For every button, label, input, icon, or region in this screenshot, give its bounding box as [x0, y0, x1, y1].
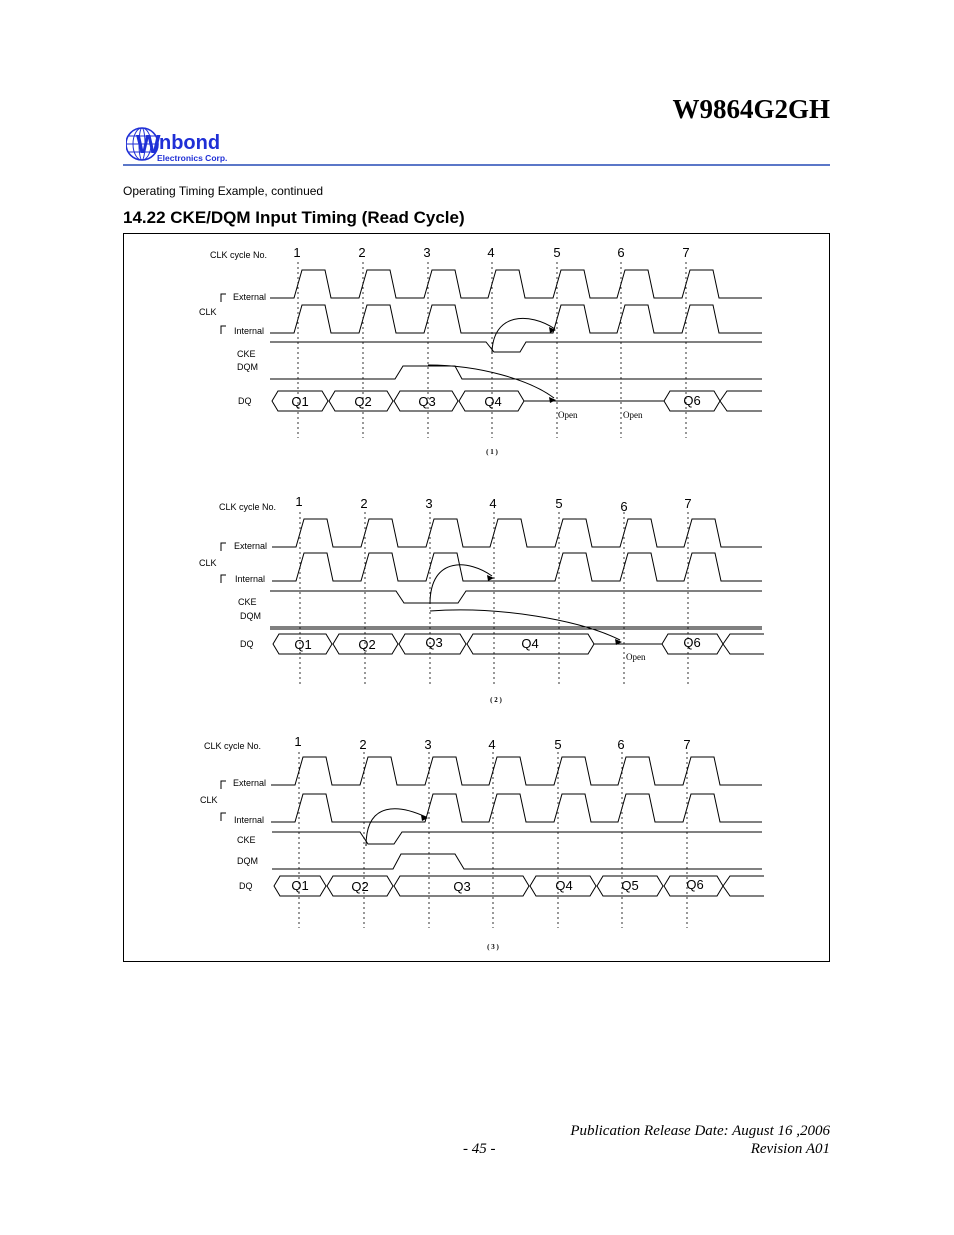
cycle-number: 5 — [553, 245, 561, 260]
clk-external — [271, 757, 762, 785]
cycle-number: 2 — [358, 245, 366, 260]
dq-cell-label: Q4 — [484, 394, 502, 409]
cycle-number: 3 — [423, 245, 431, 260]
internal-label: Internal — [235, 574, 266, 584]
cycle-number: 7 — [683, 737, 691, 752]
cycle-number: 5 — [555, 496, 563, 511]
cycle-number: 7 — [682, 245, 690, 260]
clk-cycle-no-label: CLK cycle No. — [219, 502, 277, 512]
clk-bracket-top — [221, 543, 226, 551]
open-label: Open — [623, 410, 643, 420]
cycle-number: 7 — [684, 496, 692, 511]
cycle-number: 6 — [620, 499, 628, 514]
cycle-number: 1 — [293, 245, 301, 260]
dqm-signal — [272, 854, 762, 869]
clk-cycle-no-label: CLK cycle No. — [204, 741, 262, 751]
cycle-number: 1 — [295, 494, 303, 509]
dqm-label: DQM — [240, 611, 261, 621]
part-number: W9864G2GH — [672, 94, 830, 124]
dq-cell-label: Q1 — [291, 878, 309, 893]
dq-label: DQ — [239, 881, 253, 891]
dq-cell-label: Q4 — [555, 878, 573, 893]
cycle-number: 3 — [425, 496, 433, 511]
cycle-number: 1 — [294, 734, 302, 749]
dq-cell-label: Q6 — [683, 393, 701, 408]
cke-signal — [270, 342, 762, 352]
cke-arrow-arrowhead — [487, 575, 494, 581]
dq-cell-label: Q1 — [291, 394, 309, 409]
dq-cell-label: Q3 — [425, 635, 443, 650]
dqm-label: DQM — [237, 856, 258, 866]
cycle-number: 3 — [424, 737, 432, 752]
dq-cell-label: Q2 — [358, 637, 376, 652]
cycle-number: 4 — [487, 245, 495, 260]
logo-wordmark: nbond — [159, 132, 221, 154]
cycle-number: 2 — [360, 496, 368, 511]
cycle-number: 6 — [617, 245, 625, 260]
dq-tail — [723, 876, 764, 896]
open-label: Open — [626, 652, 646, 662]
open-label: Open — [558, 410, 578, 420]
cycle-number: 4 — [489, 496, 497, 511]
clk-bracket-top — [221, 294, 226, 302]
clk-label: CLK — [199, 558, 217, 568]
cycle-number: 2 — [359, 737, 367, 752]
dqm-signal — [270, 366, 762, 379]
clk-bracket-bottom — [221, 813, 226, 821]
dq-cell-label: Q2 — [351, 879, 369, 894]
dq-cell-label: Q3 — [418, 394, 436, 409]
cke-arrow — [492, 318, 555, 354]
dqm-label: DQM — [237, 362, 258, 372]
diagram-caption: ( 2 ) — [490, 696, 502, 704]
logo-letter: W — [136, 129, 161, 159]
cke-signal — [272, 832, 762, 844]
dqm-arrow-arrowhead — [549, 397, 556, 403]
dq-cell-label: Q3 — [453, 879, 471, 894]
external-label: External — [233, 292, 267, 302]
cke-label: CKE — [238, 597, 257, 607]
diagram-caption: ( 1 ) — [486, 448, 498, 456]
dq-label: DQ — [238, 396, 252, 406]
cycle-number: 5 — [554, 737, 562, 752]
clk-internal — [271, 794, 762, 822]
dq-cell-label: Q4 — [521, 636, 539, 651]
clk-external — [272, 519, 762, 547]
clk-bracket-bottom — [221, 326, 226, 334]
subheading: Operating Timing Example, continued — [123, 184, 324, 198]
release-date: Publication Release Date: August 16 ,2006 — [570, 1123, 830, 1139]
clk-bracket-top — [221, 781, 226, 789]
revision: Revision A01 — [750, 1141, 830, 1157]
external-label: External — [234, 541, 268, 551]
dq-tail — [723, 634, 764, 654]
external-label: External — [233, 778, 267, 788]
clk-label: CLK — [199, 307, 217, 317]
section-title: 14.22 CKE/DQM Input Timing (Read Cycle) — [123, 208, 465, 227]
dq-cell-label: Q5 — [621, 878, 639, 893]
dq-label: DQ — [240, 639, 254, 649]
diagram-caption: ( 3 ) — [487, 943, 499, 951]
clk-internal — [272, 553, 762, 581]
cke-label: CKE — [237, 835, 256, 845]
clk-external — [270, 270, 762, 298]
dq-cell-label: Q2 — [354, 394, 372, 409]
dq-cell-label: Q1 — [294, 637, 312, 652]
clk-cycle-no-label: CLK cycle No. — [210, 250, 268, 260]
cycle-number: 6 — [617, 737, 625, 752]
logo-subtitle: Electronics Corp. — [157, 153, 228, 163]
dq-cell-label: Q6 — [683, 635, 701, 650]
internal-label: Internal — [234, 326, 265, 336]
cke-label: CKE — [237, 349, 256, 359]
dq-tail — [720, 391, 762, 411]
cycle-number: 4 — [488, 737, 496, 752]
page-number: - 45 - — [463, 1141, 496, 1157]
internal-label: Internal — [234, 815, 265, 825]
dq-cell-label: Q6 — [686, 877, 704, 892]
clk-bracket-bottom — [221, 575, 226, 583]
clk-label: CLK — [200, 795, 218, 805]
